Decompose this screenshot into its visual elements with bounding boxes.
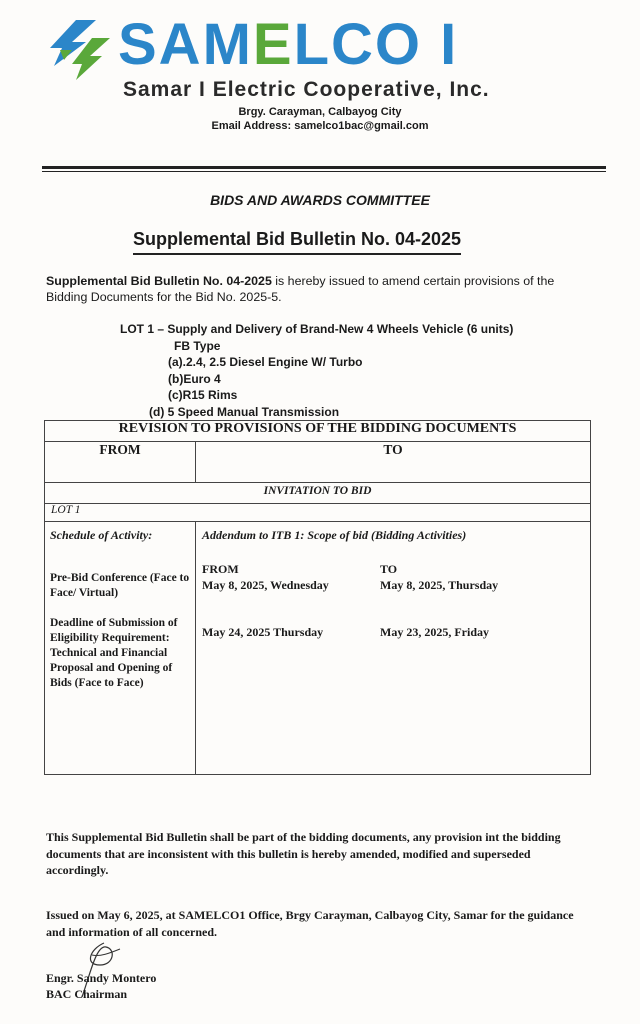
lot-type: FB Type bbox=[174, 339, 221, 353]
signatory-name: Engr. Sandy Montero bbox=[46, 971, 157, 985]
date-from: May 8, 2025, Wednesday bbox=[202, 578, 329, 592]
dates-subheader bbox=[202, 562, 584, 577]
header-divider bbox=[42, 166, 606, 169]
intro-rest: is hereby issued to amend certain provisions of the Bidding Documents for the Bid No. 2025-5. bbox=[46, 274, 555, 304]
header-divider-thin bbox=[42, 171, 606, 172]
intro-paragraph bbox=[46, 274, 596, 305]
issued-paragraph: Issued on May 6, 2025, at SAMELCO1 Office, Brgy Carayman, Calbayog City, Samar for the guidance and information of all concerned. bbox=[46, 908, 574, 939]
brand-logo-text: SAMELCO I bbox=[118, 12, 459, 77]
intro-bold: Supplemental Bid Bulletin No. 04-2025 bbox=[46, 274, 272, 288]
section-heading: INVITATION TO BID bbox=[45, 483, 591, 504]
activity-deadline: Deadline of Submission of Eligibility Requirement: Technical and Financial Proposal and Opening of Bids (Face to Face) bbox=[50, 617, 178, 689]
schedule-activity-cell bbox=[45, 522, 196, 775]
lightning-bolt-icon bbox=[46, 20, 118, 82]
addendum-heading: Addendum to ITB 1: Scope of bid (Bidding Activities) bbox=[202, 528, 467, 542]
signatory-block bbox=[46, 970, 156, 1002]
revision-table bbox=[44, 420, 591, 775]
schedule-label: Schedule of Activity: bbox=[50, 528, 153, 542]
spec-item: (c)R15 Rims bbox=[168, 388, 238, 402]
spec-item: (a).2.4, 2.5 Diesel Engine W/ Turbo bbox=[168, 355, 363, 369]
sub-header-to: TO bbox=[380, 562, 398, 576]
column-header-from: FROM bbox=[45, 442, 196, 483]
activity-pre-bid: Pre-Bid Conference (Face to Face/ Virtual) bbox=[50, 572, 190, 599]
table-title: REVISION TO PROVISIONS OF THE BIDDING DOCUMENTS bbox=[45, 421, 591, 442]
date-to: May 23, 2025, Friday bbox=[380, 625, 489, 639]
closing-paragraph: This Supplemental Bid Bulletin shall be part of the bidding documents, any provision int the bidding documents that are inconsistent with this bulletin is hereby amended, modified and superseded accordingly. bbox=[46, 830, 561, 877]
committee-heading: BIDS AND AWARDS COMMITTEE bbox=[210, 192, 430, 208]
cooperative-name: Samar I Electric Cooperative, Inc. bbox=[123, 78, 490, 101]
date-row bbox=[202, 578, 584, 593]
spec-item: (d) 5 Speed Manual Transmission bbox=[149, 405, 340, 419]
signatory-title: BAC Chairman bbox=[46, 987, 128, 1001]
column-header-to: TO bbox=[196, 442, 591, 483]
email-address: Email Address: samelco1bac@gmail.com bbox=[211, 120, 429, 132]
lot-label: LOT 1 bbox=[45, 504, 591, 522]
spec-item: (b)Euro 4 bbox=[168, 372, 221, 386]
date-to: May 8, 2025, Thursday bbox=[380, 578, 499, 592]
schedule-dates-cell bbox=[196, 522, 591, 775]
bulletin-title: Supplemental Bid Bulletin No. 04-2025 bbox=[133, 229, 461, 255]
date-from: May 24, 2025 Thursday bbox=[202, 625, 324, 639]
lot-description: LOT 1 – Supply and Delivery of Brand-New 4 Wheels Vehicle (6 units) bbox=[120, 322, 514, 336]
address: Brgy. Carayman, Calbayog City bbox=[238, 106, 402, 118]
date-row bbox=[202, 625, 584, 640]
sub-header-from: FROM bbox=[202, 562, 239, 576]
